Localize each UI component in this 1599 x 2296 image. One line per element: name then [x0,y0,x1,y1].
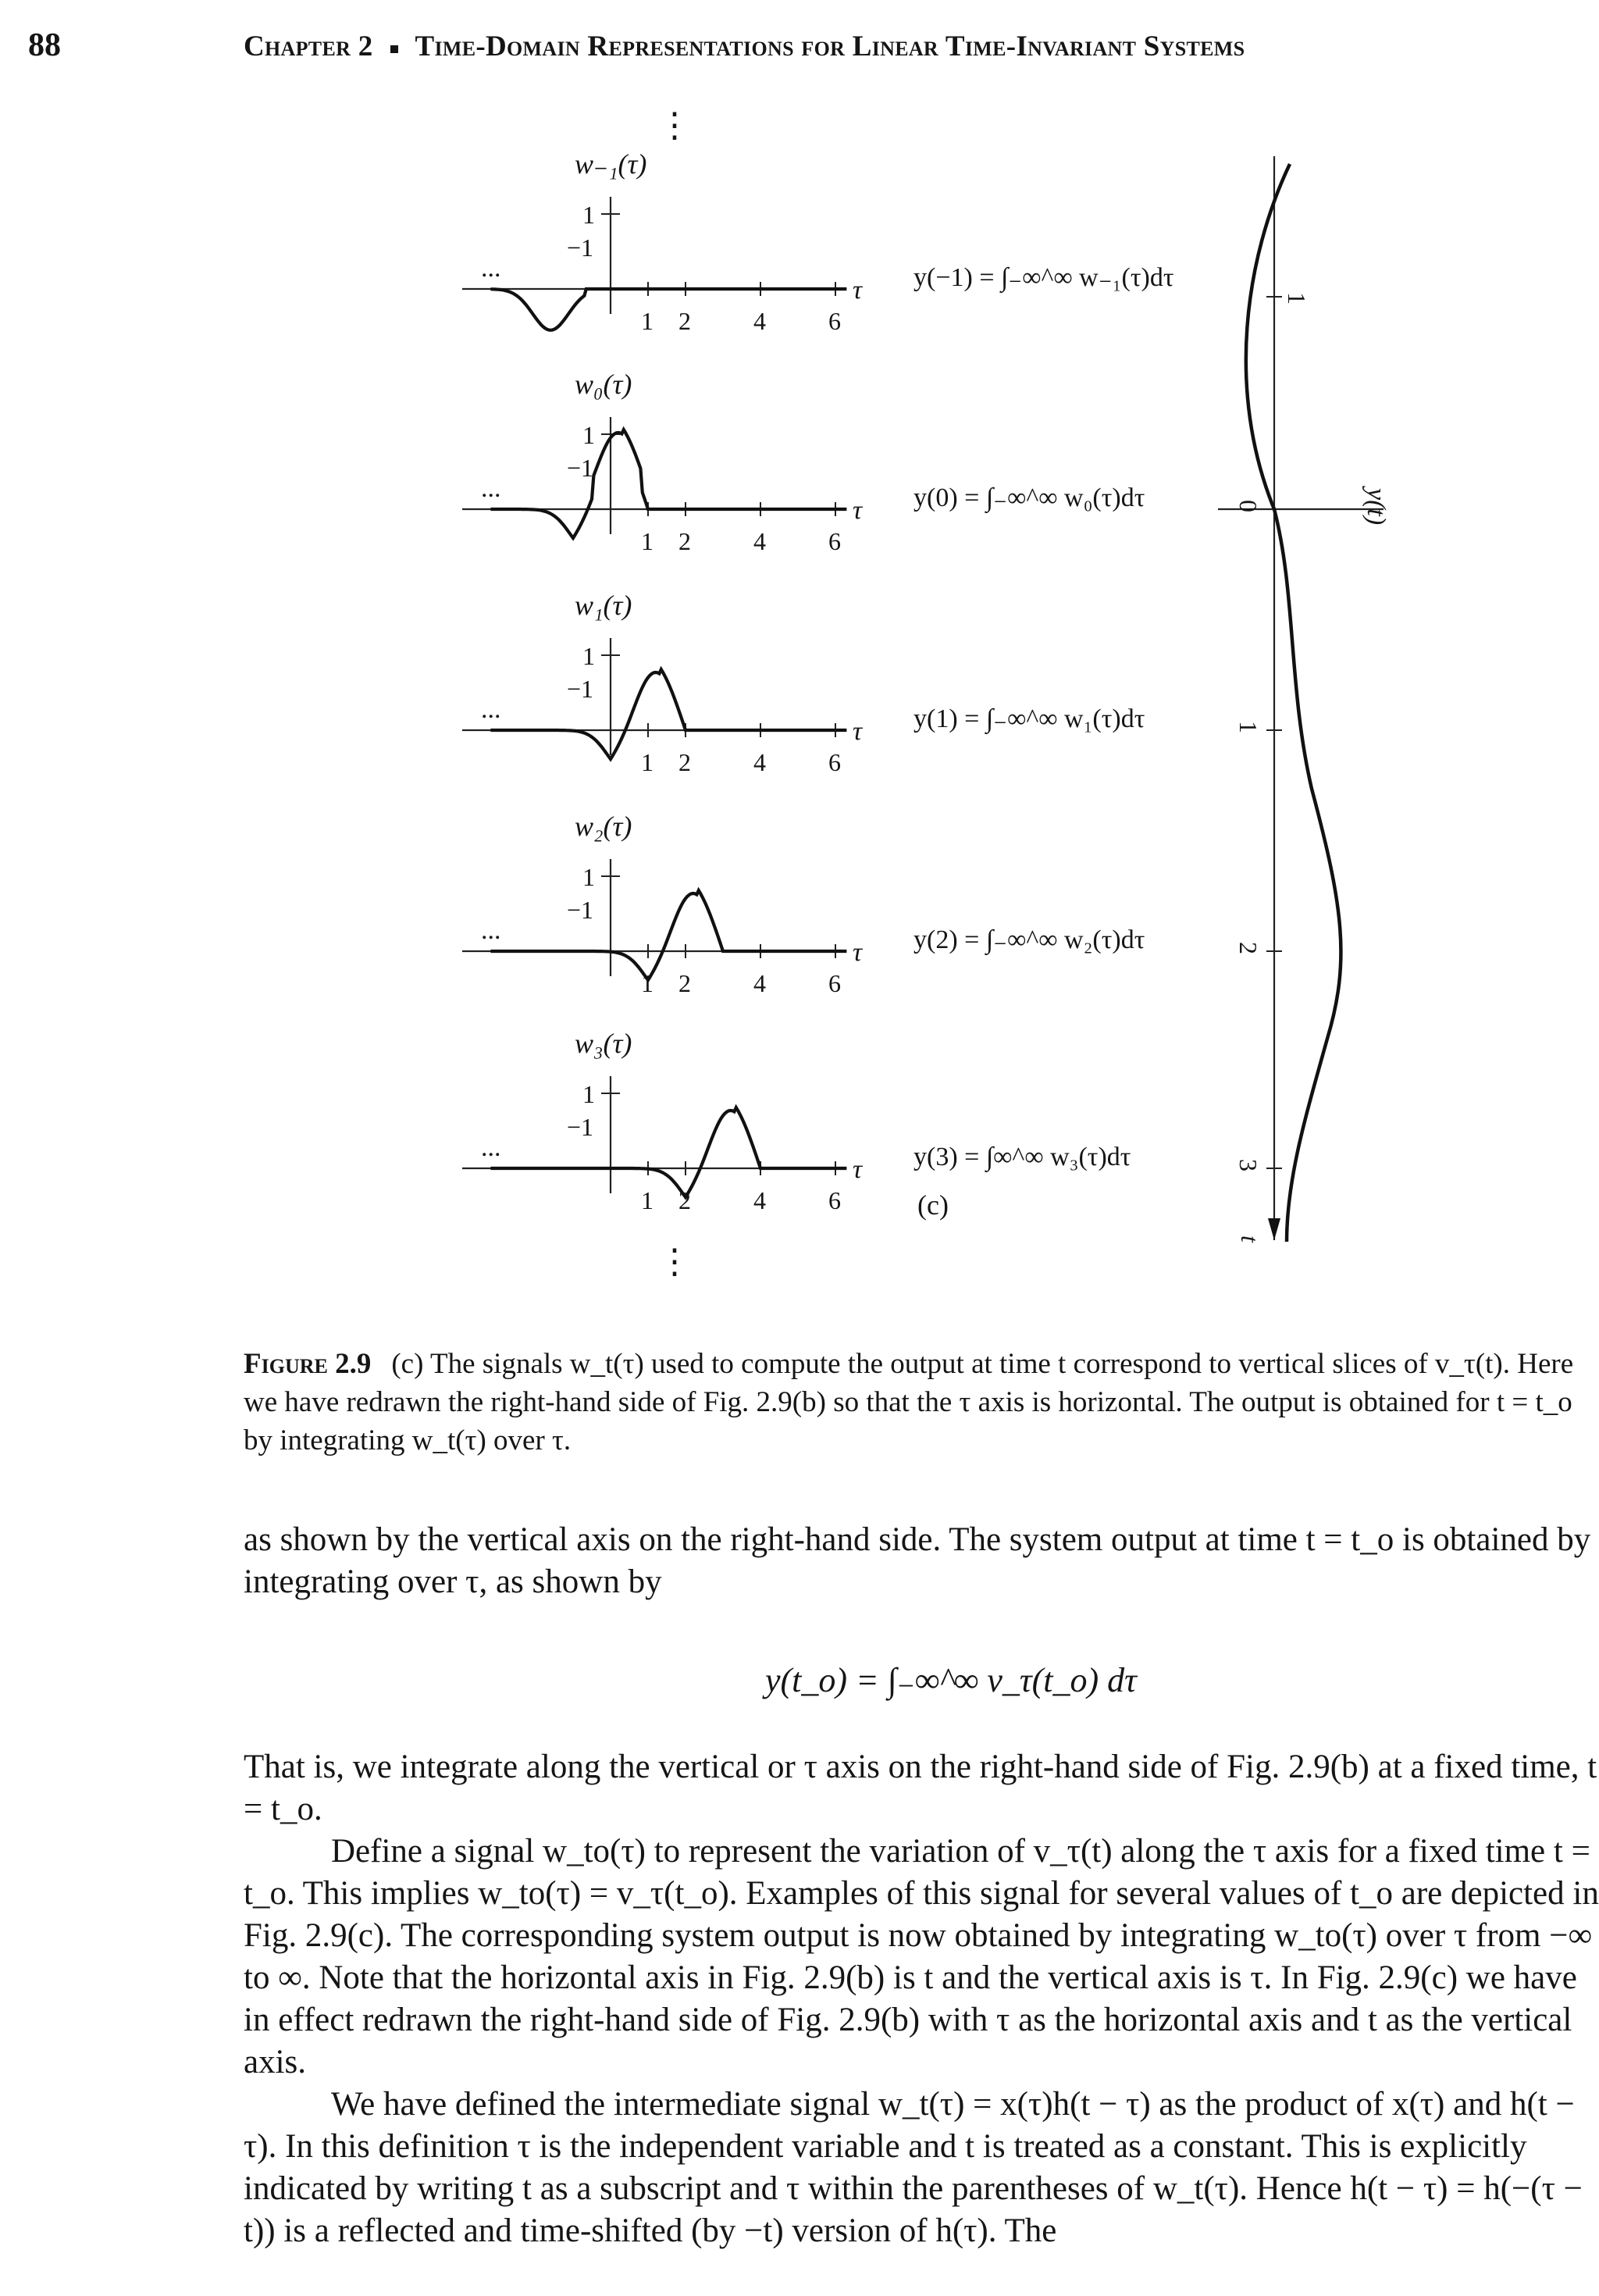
output-axis-label: y(t) [1362,488,1391,526]
tau-tick-label: 1 [641,969,653,997]
tau-axis-label: τ [853,496,863,525]
amplitude-tick-label: 1 [582,642,595,670]
integral-equation: y(3) = ∫∞^∞ w₃(τ)dτ [913,1143,1131,1171]
signal-label: w₀(τ) [575,369,632,400]
tau-tick-label: 4 [753,969,766,997]
signal-curve [490,289,846,330]
integral-equation: y(−1) = ∫₋∞^∞ w₋₁(τ)dτ [913,263,1174,292]
negative-tick-label: −1 [567,1113,594,1141]
tau-tick-label: 1 [641,1186,653,1214]
tau-tick-label: 4 [753,307,766,335]
output-time-tick-label: 1 [1234,721,1262,733]
amplitude-tick-label: 1 [582,201,595,229]
tau-axis-label: τ [853,276,863,305]
output-integral-equation: y(t_o) = ∫₋∞^∞ v_τ(t_o) dτ [765,1661,1137,1699]
negative-tick-label: −1 [567,675,594,703]
figure-caption [244,1345,1599,1460]
output-amplitude-tick-label: 1 [1283,292,1311,305]
integral-equation: y(1) = ∫₋∞^∞ w₁(τ)dτ [913,704,1145,733]
signal-label: w₂(τ) [575,811,632,842]
tau-tick-label: 6 [828,1186,841,1214]
paragraph-3: Define a signal w_to(τ) to represent the variation of v_τ(t) along the τ axis for a fixed time t = t_o. This implies w_to(τ) = v_τ(t_o). Examples of this signal for several values of t_o are depicted in Fig. 2.9(c). The corresponding system output is now obtained by integrating w_to(τ) over τ from −∞ to ∞. Note that the horizontal axis in Fig. 2.9(b) is t and the vertical axis is τ. In Fig. 2.9(c) we have in effect redrawn the right-hand side of Fig. 2.9(b) with τ as the horizontal axis and t as the vertical axis. [244,1833,1599,2080]
paragraph-1: as shown by the vertical axis on the right-hand side. The system output at time t = t_o is obtained by integrating over τ, as shown by [244,1521,1591,1600]
page-number: 88 [28,27,61,63]
side-dots: ... [481,916,501,945]
signal-label: w₋₁(τ) [575,148,647,180]
negative-tick-label: −1 [567,896,594,924]
panel-label: (c) [917,1189,949,1221]
integral-equation: y(0) = ∫₋∞^∞ w₀(τ)dτ [913,483,1145,512]
tau-tick-label: 6 [828,969,841,997]
ellipsis-top: ⋮ [657,106,692,144]
output-curve [1246,164,1341,1242]
amplitude-tick-label: 1 [582,421,595,449]
side-dots: ... [481,1133,501,1162]
tau-tick-label: 4 [753,748,766,776]
tau-tick-label: 2 [678,527,691,555]
side-dots: ... [481,474,501,503]
tau-tick-label: 2 [678,748,691,776]
tau-tick-label: 6 [828,307,841,335]
tau-tick-label: 1 [641,307,653,335]
tau-tick-label: 6 [828,748,841,776]
caption-label: Figure 2.9 [244,1348,372,1380]
signal-curve [490,1107,846,1197]
signal-curve [490,430,846,538]
amplitude-tick-label: 1 [582,1080,595,1108]
tau-tick-label: 2 [678,969,691,997]
tau-tick-label: 1 [641,527,653,555]
side-dots: ... [481,695,501,724]
amplitude-tick-label: 1 [582,863,595,891]
chapter-label: Chapter 2 [244,30,373,62]
tau-tick-label: 1 [641,748,653,776]
tau-tick-label: 2 [678,1186,691,1214]
signal-label: w₁(τ) [575,590,632,621]
negative-tick-label: −1 [567,234,594,262]
ellipsis-bottom: ⋮ [657,1242,692,1281]
tau-tick-label: 2 [678,307,691,335]
tau-tick-label: 4 [753,527,766,555]
signal-label: w₃(τ) [575,1028,632,1059]
side-dots: ... [481,254,501,283]
running-header [244,30,1245,63]
integral-equation: y(2) = ∫₋∞^∞ w₂(τ)dτ [913,925,1145,954]
tau-axis-label: τ [853,717,863,746]
tau-tick-label: 6 [828,527,841,555]
tau-tick-label: 4 [753,1186,766,1214]
output-time-tick-label: 0 [1234,500,1262,512]
negative-tick-label: −1 [567,454,594,482]
paragraph-2: That is, we integrate along the vertical or τ axis on the right-hand side of Fig. 2.9(b) at a fixed time, t = t_o. [244,1749,1597,1827]
chapter-title: Time-Domain Representations for Linear Time-Invariant Systems [415,30,1245,62]
output-time-axis-label: t [1236,1235,1264,1242]
tau-axis-label: τ [853,938,863,967]
signal-curve [490,890,846,980]
figure-2-9c [0,94,1599,1335]
caption-text: (c) The signals w_t(τ) used to compute the output at time t correspond to vertical slices of v_τ(t). Here we have redrawn the right-hand side of Fig. 2.9(b) so that the τ axis is horizontal. The output is obtained for t = t_o by integrating w_t(τ) over τ. [244,1348,1574,1456]
tau-axis-label: τ [853,1155,863,1184]
paragraph-4: We have defined the intermediate signal w_t(τ) = x(τ)h(t − τ) as the product of x(τ) and h(t − τ). In this definition τ is the independent variable and t is treated as a constant. This is explicitly indicated by writing t as a subscript and τ within the parentheses of w_t(τ). Hence h(t − τ) = h(−(τ − t)) is a reflected and time-shifted (by −t) version of h(τ). The [244,2086,1583,2249]
output-time-arrowhead [1268,1218,1280,1240]
output-time-tick-label: 2 [1234,942,1262,954]
output-time-tick-label: 3 [1234,1159,1262,1171]
signal-curve [490,669,846,759]
header-separator [390,45,398,53]
